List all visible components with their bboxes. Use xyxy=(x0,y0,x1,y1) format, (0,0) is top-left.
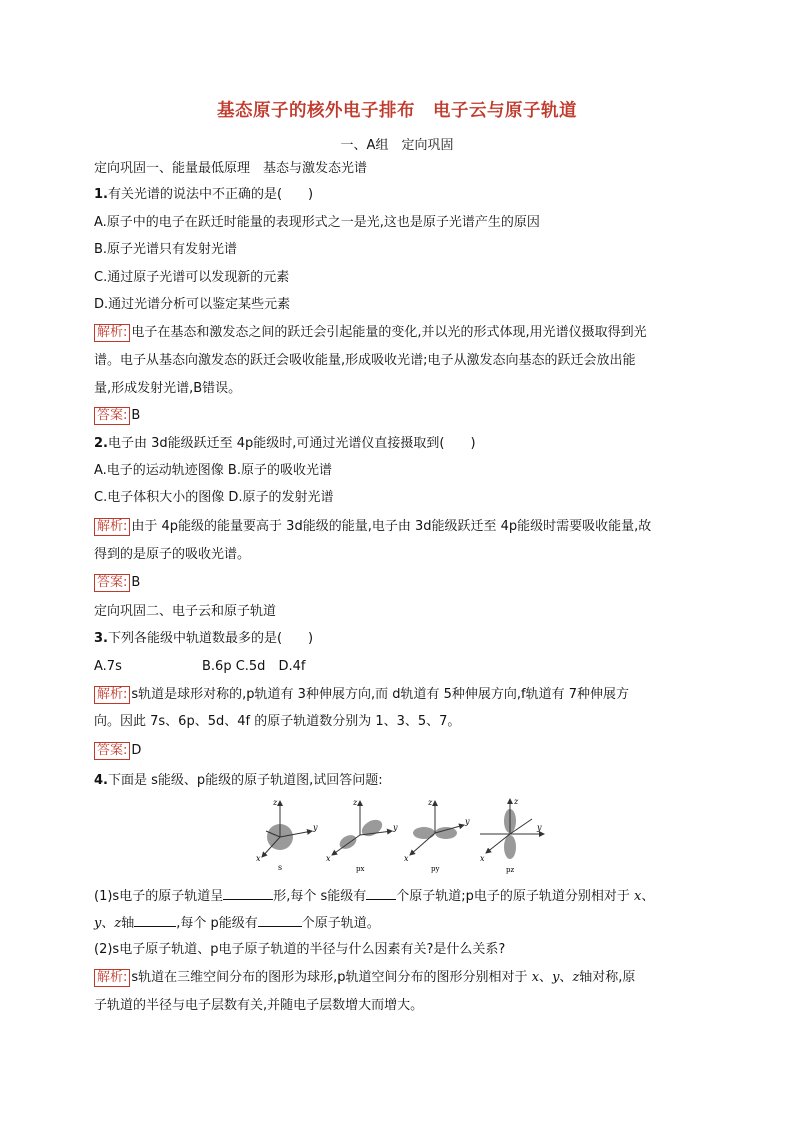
answer-tag: 答案: xyxy=(94,574,130,592)
option-cd: C.电子体积大小的图像 D.原子的发射光谱 xyxy=(94,490,334,505)
analysis-text: 由于 4p能级的能量要高于 3d能级的能量,电子由 3d能级跃迁至 4p能级时需要吸收能量,故 xyxy=(131,519,652,534)
question-3 xyxy=(94,630,313,648)
answer-blank xyxy=(223,887,273,900)
py-orbital-figure xyxy=(404,798,470,873)
analysis-text: 电子在基态和激发态之间的跃迁会引起能量的变化,并以光的形式体现,用光谱仪摄取得到光 xyxy=(131,325,647,340)
analysis xyxy=(94,518,651,536)
answer xyxy=(94,742,141,760)
option-a: A.7s xyxy=(94,659,122,674)
axis-label-x: x xyxy=(256,854,261,863)
question-1 xyxy=(94,186,313,204)
subsection-heading: 定向巩固一、能量最低原理 基态与激发态光谱 xyxy=(94,161,368,176)
svg-text:z: z xyxy=(514,797,519,806)
orbital-label-px: px xyxy=(356,865,365,873)
page-title: 基态原子的核外电子排布 电子云与原子轨道 xyxy=(217,101,577,121)
analysis-text: 谱。电子从基态向激发态的跃迁会吸收能量,形成吸收光谱;电子从激发态向基态的跃迁会放出能 xyxy=(94,353,636,368)
option-bcd: B.6p C.5d D.4f xyxy=(202,659,306,674)
analysis-text: 子轨道的半径与电子层数有关,并随电子层数增大而增大。 xyxy=(94,998,424,1013)
answer xyxy=(94,574,140,592)
answer-blank xyxy=(258,914,302,927)
question-number: 3. xyxy=(94,631,108,646)
orbital-diagram xyxy=(252,795,552,875)
section-heading: 一、A组 定向巩固 xyxy=(340,138,454,153)
question-4-part-1: (1)s电子的原子轨道呈 形,每个 s能级有 个原子轨道;p电子的原子轨道分别相对于 x、 xyxy=(94,889,655,904)
question-4-part-2: (2)s电子原子轨道、p电子原子轨道的半径与什么因素有关?是什么关系? xyxy=(94,942,506,957)
question-stem: 下列各能级中轨道数最多的是( ) xyxy=(107,631,314,646)
axis-label-z: z xyxy=(273,798,278,807)
question-stem: 有关光谱的说法中不正确的是( ) xyxy=(107,187,314,202)
question-number: 4. xyxy=(94,773,108,788)
analysis-text: 得到的是原子的吸收光谱。 xyxy=(94,547,251,562)
answer-value: B xyxy=(131,575,141,590)
answer-value: D xyxy=(131,743,142,758)
analysis-tag: 解析: xyxy=(94,324,130,342)
svg-text:y: y xyxy=(537,823,542,832)
svg-text:y: y xyxy=(393,823,398,832)
question-number: 1. xyxy=(94,187,108,202)
question-2 xyxy=(94,435,476,453)
s-orbital-figure xyxy=(256,798,318,872)
option-b: B.原子光谱只有发射光谱 xyxy=(94,242,238,257)
pz-orbital-figure xyxy=(480,797,544,874)
analysis-text: 量,形成发射光谱,B错误。 xyxy=(94,381,242,396)
analysis: 解析: s轨道在三维空间分布的图形为球形,p轨道空间分布的图形分别相对于 x、y、z轴对称,原 xyxy=(94,969,635,987)
question-stem: 下面是 s能级、p能级的原子轨道图,试回答问题: xyxy=(107,773,383,788)
option-d: D.通过光谱分析可以鉴定某些元素 xyxy=(94,297,291,312)
axis-label-y: y xyxy=(313,823,318,832)
svg-text:x: x xyxy=(404,854,409,863)
answer-blank xyxy=(366,887,396,900)
answer-tag: 答案: xyxy=(94,407,130,425)
question-4 xyxy=(94,772,383,790)
orbital-label-s: s xyxy=(278,863,283,872)
svg-text:y: y xyxy=(465,817,470,826)
question-4-part-1-cont: y、z轴 ,每个 p能级有 个原子轨道。 xyxy=(94,916,380,931)
svg-text:z: z xyxy=(353,798,358,807)
answer xyxy=(94,407,140,425)
analysis-text: s轨道是球形对称的,p轨道有 3种伸展方向,而 d轨道有 5种伸展方向,f轨道有 7种伸展方 xyxy=(131,687,629,702)
analysis-tag: 解析: xyxy=(94,518,130,536)
orbital-label-pz: pz xyxy=(506,866,515,874)
analysis-tag: 解析: xyxy=(94,969,130,987)
analysis xyxy=(94,686,629,704)
answer-blank xyxy=(134,914,176,927)
answer-tag: 答案: xyxy=(94,742,130,760)
analysis-tag: 解析: xyxy=(94,686,130,704)
option-a: A.原子中的电子在跃迁时能量的表现形式之一是光,这也是原子光谱产生的原因 xyxy=(94,215,540,230)
question-stem: 电子由 3d能级跃迁至 4p能级时,可通过光谱仪直接摄取到( ) xyxy=(107,436,476,451)
svg-text:x: x xyxy=(480,854,485,863)
px-orbital-figure xyxy=(326,798,398,873)
svg-text:z: z xyxy=(428,798,433,807)
answer-value: B xyxy=(131,408,141,423)
analysis xyxy=(94,324,647,342)
subsection-heading: 定向巩固二、电子云和原子轨道 xyxy=(94,604,277,619)
option-ab: A.电子的运动轨迹图像 B.原子的吸收光谱 xyxy=(94,463,332,478)
question-number: 2. xyxy=(94,436,108,451)
svg-text:x: x xyxy=(326,854,331,863)
option-c: C.通过原子光谱可以发现新的元素 xyxy=(94,270,290,285)
orbital-label-py: py xyxy=(431,865,440,873)
analysis-text: 向。因此 7s、6p、5d、4f 的原子轨道数分别为 1、3、5、7。 xyxy=(94,714,461,729)
